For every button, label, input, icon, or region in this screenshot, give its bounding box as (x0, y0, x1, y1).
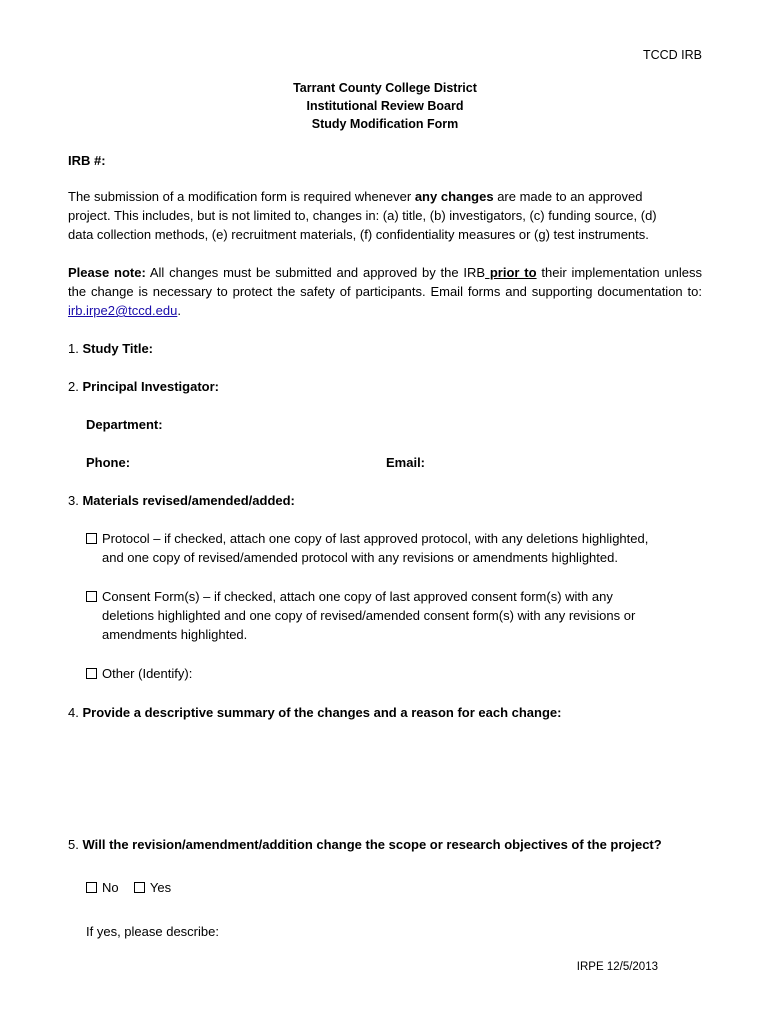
footer-label: IRPE 12/5/2013 (576, 961, 658, 973)
q5-number: 5. (68, 837, 83, 852)
intro-line-1 (68, 187, 702, 206)
note-paragraph (68, 263, 702, 320)
note-end: . (177, 303, 181, 318)
consent-checkbox[interactable] (86, 591, 97, 602)
no-label: No (102, 880, 119, 895)
email-link[interactable]: irb.irpe2@tccd.edu (68, 303, 178, 318)
materials-label: Materials revised/amended/added: (82, 493, 295, 508)
form-title: Study Modification Form (311, 117, 459, 131)
note-label: Please note: (68, 265, 146, 280)
intro-text-2: are made to an approved (493, 189, 643, 204)
yes-checkbox[interactable] (134, 882, 145, 893)
department-label: Department: (86, 417, 163, 432)
question-3 (68, 491, 702, 510)
yes-label: Yes (149, 880, 172, 895)
protocol-text-2: and one copy of revised/amended protocol with any revisions or amendments highlighted. (102, 550, 618, 565)
other-option (86, 664, 702, 683)
principal-investigator-label: Principal Investigator: (82, 379, 220, 394)
q1-number: 1. (68, 341, 83, 356)
question-1 (68, 339, 702, 358)
irb-number-label: IRB #: (68, 153, 106, 168)
intro-paragraph (68, 187, 702, 244)
note-text-1: All changes must be submitted and approved by the IRB (145, 265, 486, 280)
question-4 (68, 703, 702, 722)
title-line-1: Tarrant County College District (293, 81, 477, 95)
question-5 (68, 835, 702, 854)
protocol-option (86, 529, 702, 567)
no-checkbox[interactable] (86, 882, 97, 893)
intro-line-3: data collection methods, (e) recruitment materials, (f) confidentiality measures or (g) test instruments. (68, 227, 649, 242)
consent-text-2: deletions highlighted and one copy of revised/amended consent form(s) with any revisions or (102, 608, 636, 623)
intro-line-2: project. This includes, but is not limited to, changes in: (a) title, (b) investigators, (c) funding source, (d) (68, 208, 657, 223)
header-label: TCCD IRB (642, 48, 702, 62)
consent-text-1: Consent Form(s) – if checked, attach one copy of last approved consent form(s) with any (102, 589, 613, 604)
scope-question-label: Will the revision/amendment/addition change the scope or research objectives of the project? (82, 837, 662, 852)
other-text: Other (Identify): (102, 666, 193, 681)
intro-bold: any changes (414, 189, 494, 204)
summary-label: Provide a descriptive summary of the changes and a reason for each change: (82, 705, 562, 720)
protocol-text-1: Protocol – if checked, attach one copy of last approved protocol, with any deletions highlighted, (102, 531, 649, 546)
note-emphasis: prior to (485, 265, 537, 280)
q2-number: 2. (68, 379, 83, 394)
protocol-checkbox[interactable] (86, 533, 97, 544)
note-text-2: their implementation unless the change is necessary to protect the safety of participants. Email forms and supporting documentation to: (68, 265, 702, 299)
describe-label: If yes, please describe: (86, 924, 219, 939)
consent-option (86, 587, 702, 644)
other-checkbox[interactable] (86, 668, 97, 679)
consent-text-3: amendments highlighted. (102, 627, 248, 642)
email-label: Email: (386, 455, 426, 470)
q4-number: 4. (68, 705, 83, 720)
intro-text: The submission of a modification form is required whenever (68, 189, 415, 204)
q3-number: 3. (68, 493, 83, 508)
study-title-label: Study Title: (82, 341, 154, 356)
phone-label: Phone: (86, 455, 131, 470)
title-line-2: Institutional Review Board (306, 99, 464, 113)
scope-options (86, 878, 702, 897)
question-2 (68, 377, 702, 396)
